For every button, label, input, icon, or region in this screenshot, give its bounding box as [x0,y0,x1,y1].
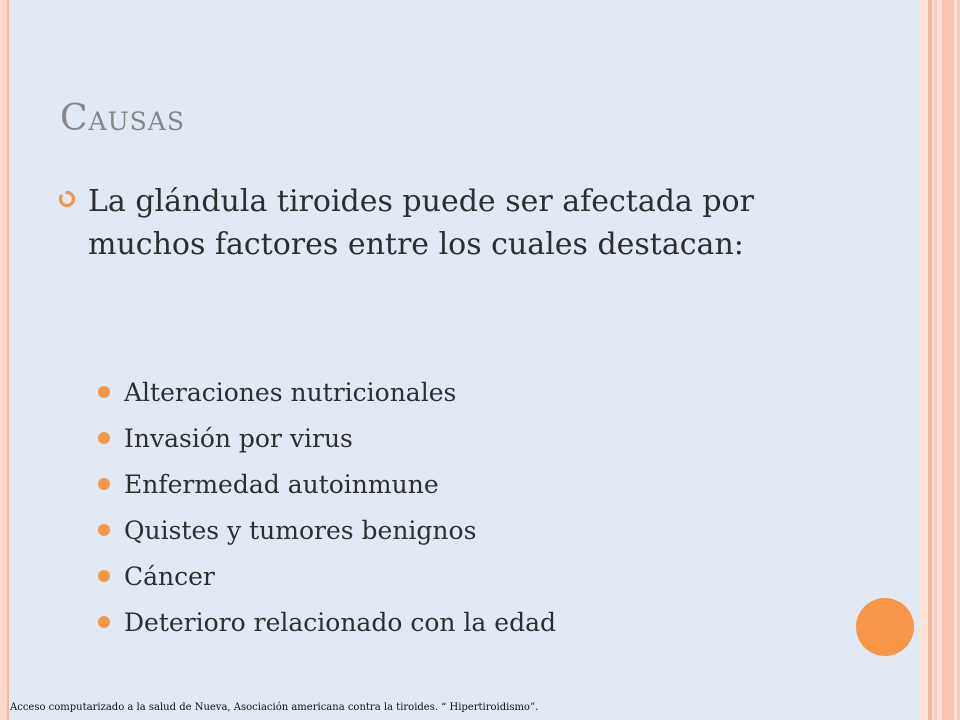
list-item-text: Invasión por virus [124,423,353,453]
list-item [98,461,878,507]
right-decorative-stripes [920,0,960,720]
list-item [98,553,878,599]
list-item-text: Cáncer [124,561,215,591]
list-item [98,599,878,645]
dot-bullet-icon [98,570,110,582]
stripe [934,0,937,720]
list-item [98,507,878,553]
list-item-text: Deterioro relacionado con la edad [124,607,556,637]
slide-title: Causas [60,98,185,139]
dot-bullet-icon [98,432,110,444]
decorative-orange-circle [856,598,914,656]
list-item-text: Alteraciones nutricionales [124,377,457,407]
left-edge-stripe [0,0,9,720]
dot-bullet-icon [98,478,110,490]
stripe [928,0,932,720]
dot-bullet-icon [98,524,110,536]
footnote-citation: Acceso computarizado a la salud de Nueva, Asociación americana contra la tiroides. “ Hipertiroidismo”. [10,702,539,713]
list-item-text: Quistes y tumores benignos [124,515,477,545]
sub-bullet-list [98,369,878,645]
ring-bullet-icon [58,190,76,208]
main-bullet [58,180,858,266]
dot-bullet-icon [98,616,110,628]
main-bullet-text: La glándula tiroides puede ser afectada por muchos factores entre los cuales destacan: [88,184,754,262]
list-item [98,369,878,415]
stripe [942,0,954,720]
list-item [98,415,878,461]
list-item-text: Enfermedad autoinmune [124,469,439,499]
dot-bullet-icon [98,386,110,398]
